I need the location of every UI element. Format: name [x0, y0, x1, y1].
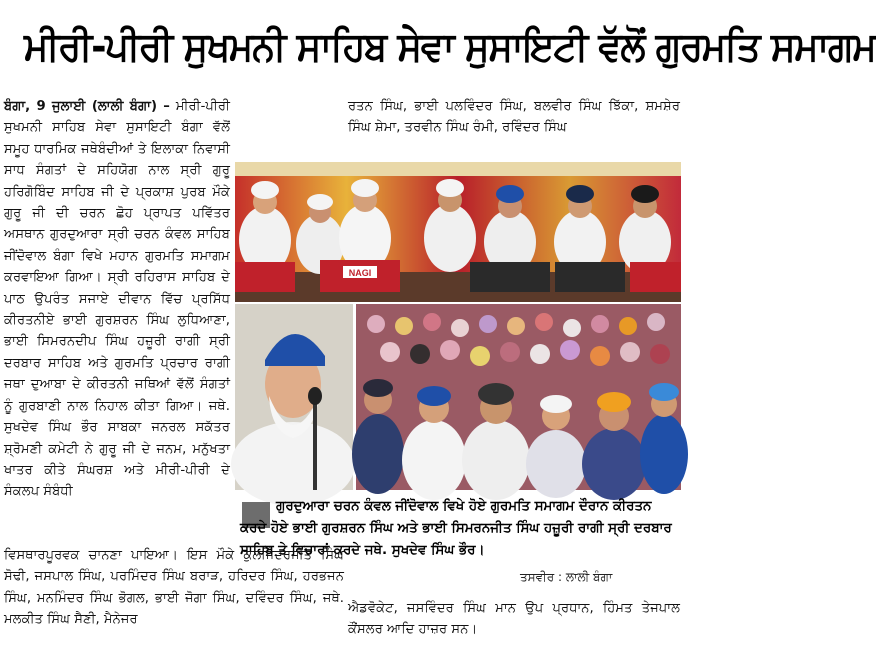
article-body-left-text: ਮੀਰੀ-ਪੀਰੀ ਸੁਖਮਨੀ ਸਾਹਿਬ ਸੇਵਾ ਸੁਸਾਇਟੀ ਬੰਗਾ ਵੱਲੋਂ ਸਮੂਹ ਧਾਰਮਿਕ ਜਥੇਬੰਦੀਆਂ ਤੇ ਇਲਾਕਾ ਨਿਵਾਸੀ ਸਾਧ ਸੰਗਤਾਂ ਦੇ ਸਹਿਯੋਗ ਨਾਲ ਸ੍ਰੀ ਗੁਰੂ ਹਰਿਗੋਬਿੰਦ ਸਾਹਿਬ ਜੀ ਦੇ ਪ੍ਰਕਾਸ਼ ਪੁਰਬ ਮੌਕੇ ਗੁਰੂ ਜੀ ਦੀ ਚਰਨ ਛੋਹ ਪ੍ਰਾਪਤ ਪਵਿੱਤਰ ਅਸਥਾਨ ਗੁਰਦੁਆਰਾ ਸ੍ਰੀ ਚਰਨ ਕੰਵਲ ਸਾਹਿਬ ਜੀਂਦੋਵਾਲ ਬੰਗਾ ਵਿਖੇ ਮਹਾਨ ਗੁਰਮਤਿ ਸਮਾਗਮ ਕਰਵਾਇਆ ਗਿਆ। ਸ੍ਰੀ ਰਹਿਰਾਸ ਸਾਹਿਬ ਦੇ ਪਾਠ ਉਪਰੰਤ ਸਜਾਏ ਦੀਵਾਨ ਵਿੱਚ ਪ੍ਰਸਿੱਧ ਕੀਰਤਨੀਏ ਭਾਈ ਗੁਰਸ਼ਰਨ ਸਿੰਘ ਲੁਧਿਆਣਾ, ਭਾਈ ਸਿਮਰਨਦੀਪ ਸਿੰਘ ਹਜ਼ੂਰੀ ਰਾਗੀ ਸ੍ਰੀ ਦਰਬਾਰ ਸਾਹਿਬ ਅਤੇ ਗੁਰਮਤਿ ਪ੍ਰਚਾਰ ਰਾਗੀ ਜਥਾ ਦੁਆਬਾ ਦੇ ਕੀਰਤਨੀ ਜਥਿਆਂ ਵੱਲੋਂ ਸੰਗਤਾਂ ਨੂੰ ਗੁਰਬਾਣੀ ਨਾਲ ਨਿਹਾਲ ਕੀਤਾ ਗਿਆ। ਜਥੇ. ਸੁਖਦੇਵ ਸਿੰਘ ਭੌਰ ਸਾਬਕਾ ਜਨਰਲ ਸਕੱਤਰ ਸ਼੍ਰੋਮਣੀ ਕਮੇਟੀ ਨੇ ਗੁਰੂ ਜੀ ਦੇ ਜਨਮ, ਮਨੁੱਖਤਾ ਖਾਤਰ ਕੀਤੇ ਸੰਘਰਸ਼ ਅਤੇ ਮੀਰੀ-ਪੀਰੀ ਦੇ ਸੰਕਲਪ ਸੰਬੰਧੀ	[4, 99, 230, 500]
harmonium-4	[555, 262, 625, 292]
congregation-photo	[356, 304, 681, 490]
photo-caption-text: ਗੁਰਦੁਆਰਾ ਚਰਨ ਕੰਵਲ ਜੀਂਦੋਵਾਲ ਵਿਖੇ ਹੋਏ ਗੁਰਮਤਿ ਸਮਾਗਮ ਦੌਰਾਨ ਕੀਰਤਨ ਕਰਦੇ ਹੋਏ ਭਾਈ ਗੁਰਸ਼ਰਨ ਸਿੰਘ ਅਤੇ ਭਾਈ ਸਿਮਰਨਜੀਤ ਸਿੰਘ ਹਜ਼ੂਰੀ ਰਾਗੀ ਸ੍ਰੀ ਦਰਬਾਰ ਸਾਹਿਬ ਤੇ ਵਿਚਾਰਾਂ ਕਰਦੇ ਜਥੇ. ਸੁਖਦੇਵ ਸਿੰਘ ਭੌਰ।	[240, 499, 672, 558]
article-body-right-top: ਰਤਨ ਸਿੰਘ, ਭਾਈ ਪਲਵਿੰਦਰ ਸਿੰਘ, ਬਲਵੀਰ ਸਿੰਘ ਝਿੱਕਾ, ਸ਼ਮਸ਼ੇਰ ਸਿੰਘ ਸ਼ੇਮਾ, ਤਰਵੀਨ ਸਿੰਘ ਰੰਮੀ, ਰਵਿੰਦਰ ਸਿੰਘ	[348, 99, 680, 136]
headline: ਮੀਰੀ-ਪੀਰੀ ਸੁਖਮਨੀ ਸਾਹਿਬ ਸੇਵਾ ਸੁਸਾਇਟੀ ਵੱਲੋਂ ਗੁਰਮਤਿ ਸਮਾਗਮ	[23, 24, 876, 70]
article-column-bottom-left	[4, 545, 344, 631]
speaker-portrait-photo	[235, 304, 353, 490]
photo-credit: ਤਸਵੀਰ : ਲਾਲੀ ਬੰਗਾ	[520, 570, 613, 584]
harmonium-1	[235, 262, 295, 292]
harmonium-label: NAGI	[348, 268, 372, 278]
speaker-portrait-illustration	[235, 304, 353, 490]
article-body-bottom: ਵਿਸਥਾਰਪੂਰਵਕ ਚਾਨਣਾ ਪਾਇਆ। ਇਸ ਮੌਕੇ ਕੁਲਜਿੰਦਰਜੀਤ ਸਿੰਘ ਸੋਢੀ, ਜਸਪਾਲ ਸਿੰਘ, ਪਰਮਿੰਦਰ ਸਿੰਘ ਬਰਾੜ, ਹਰਿਦਰ ਸਿੰਘ, ਹਰਭਜਨ ਸਿੰਘ, ਮਨਮਿੰਦਰ ਸਿੰਘ ਭੋਗਲ, ਭਾਈ ਜੋਗਾ ਸਿੰਘ, ਦਵਿੰਦਰ ਸਿੰਘ, ਜਥੇ. ਮਲਕੀਤ ਸਿੰਘ ਸੈਣੀ, ਮੈਨੇਜਰ	[4, 548, 344, 628]
kirtan-stage-photo	[235, 162, 681, 302]
congregation-illustration	[356, 304, 681, 490]
article-column-right-top	[348, 96, 680, 139]
kirtan-stage-illustration	[235, 162, 681, 302]
article-column-bottom-right	[348, 598, 680, 641]
harmonium-3	[470, 262, 550, 292]
tabla-set	[630, 262, 681, 292]
dateline: ਬੰਗਾ, 9 ਜੁਲਾਈ (ਲਾਲੀ ਬੰਗਾ) –	[4, 99, 170, 114]
article-body-right-bottom: ਐਡਵੋਕੇਟ, ਜਸਵਿੰਦਰ ਸਿੰਘ ਮਾਨ ਉਪ ਪ੍ਰਧਾਨ, ਹਿੰਮਤ ਤੇਜਪਾਲ ਕੌਂਸਲਰ ਆਦਿ ਹਾਜ਼ਰ ਸਨ।	[348, 601, 680, 638]
article-column-left	[4, 96, 230, 503]
article-body-left	[4, 96, 230, 503]
